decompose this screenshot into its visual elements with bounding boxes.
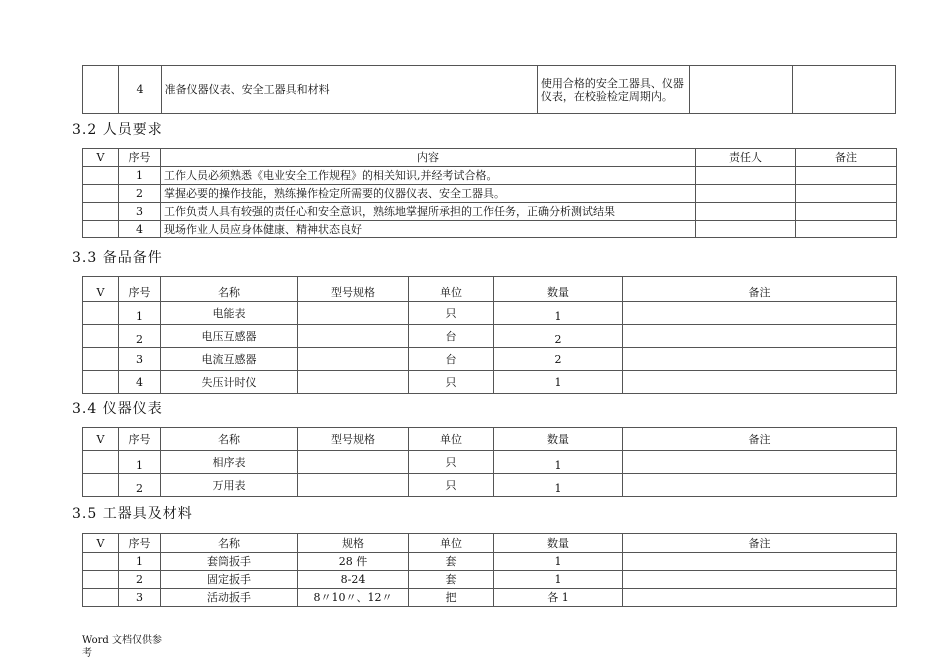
table-row [83, 203, 897, 221]
header-number: 序号 [119, 277, 161, 302]
table-row [83, 325, 897, 348]
section-heading-tools: 3.5 工器具及材料 [72, 506, 193, 522]
header-number: 序号 [119, 149, 161, 167]
header-check: V [83, 149, 119, 167]
row-unit: 台 [409, 348, 494, 371]
row-spec: 8〃10〃、12〃 [298, 589, 409, 607]
row-number: 2 [119, 571, 161, 589]
row-content: 工作负责人具有较强的责任心和安全意识，熟练地掌握所承担的工作任务，正确分析测试结果 [161, 203, 696, 221]
row-name: 电压互感器 [161, 325, 298, 348]
instruments-table [82, 427, 897, 497]
row-quantity: 1 [494, 553, 623, 571]
header-responsible: 责任人 [696, 149, 796, 167]
header-unit: 单位 [409, 428, 494, 451]
header-unit: 单位 [409, 534, 494, 553]
section-heading-spare-parts: 3.3 备品备件 [72, 250, 163, 266]
row-unit: 只 [409, 371, 494, 394]
header-spec: 型号规格 [298, 277, 409, 302]
row-unit: 台 [409, 325, 494, 348]
table-header-row [83, 277, 897, 302]
row-number: 4 [119, 371, 161, 394]
row-unit: 套 [409, 553, 494, 571]
row-spec: 28 件 [298, 553, 409, 571]
row-number: 1 [119, 553, 161, 571]
top-continuation-table [82, 65, 896, 114]
table-row [83, 474, 897, 497]
header-name: 名称 [161, 428, 298, 451]
footer-line: Word 文档仅供参 [82, 635, 162, 646]
row-unit: 只 [409, 451, 494, 474]
row-name: 套筒扳手 [161, 553, 298, 571]
row-quantity: 1 [494, 451, 623, 474]
header-content: 内容 [161, 149, 696, 167]
table-header-row [83, 428, 897, 451]
row-content: 掌握必要的操作技能，熟练操作检定所需要的仪器仪表、安全工器具。 [161, 185, 696, 203]
row-name: 失压计时仪 [161, 371, 298, 394]
row-name: 电流互感器 [161, 348, 298, 371]
row-unit: 只 [409, 302, 494, 325]
table-row [83, 167, 897, 185]
header-remark: 备注 [623, 534, 897, 553]
row-number: 2 [119, 325, 161, 348]
row-note: 使用合格的安全工器具、仪器仪表，在校验检定周期内。 [537, 66, 689, 114]
personnel-table [82, 148, 897, 238]
table-header-row [83, 149, 897, 167]
header-quantity: 数量 [494, 428, 623, 451]
row-number: 3 [119, 589, 161, 607]
row-quantity: 1 [494, 474, 623, 497]
table-row [83, 553, 897, 571]
table-row [83, 302, 897, 325]
remark-cell [793, 66, 896, 114]
check-cell [83, 66, 119, 114]
row-name: 相序表 [161, 451, 298, 474]
table-row [83, 371, 897, 394]
row-number: 2 [119, 474, 161, 497]
header-quantity: 数量 [494, 277, 623, 302]
row-number: 3 [119, 203, 161, 221]
table-row [83, 589, 897, 607]
header-name: 名称 [161, 277, 298, 302]
spare-parts-table [82, 276, 897, 394]
row-spec [298, 348, 409, 371]
row-unit: 套 [409, 571, 494, 589]
row-spec [298, 302, 409, 325]
table-row [83, 221, 897, 238]
header-spec: 规格 [298, 534, 409, 553]
header-check: V [83, 534, 119, 553]
header-number: 序号 [119, 534, 161, 553]
row-unit: 只 [409, 474, 494, 497]
row-quantity: 1 [494, 371, 623, 394]
row-name: 固定扳手 [161, 571, 298, 589]
row-spec [298, 371, 409, 394]
row-quantity: 2 [494, 325, 623, 348]
table-row [83, 451, 897, 474]
row-unit: 把 [409, 589, 494, 607]
row-quantity: 1 [494, 571, 623, 589]
row-spec [298, 325, 409, 348]
row-number: 4 [119, 221, 161, 238]
row-quantity: 各 1 [494, 589, 623, 607]
header-check: V [83, 277, 119, 302]
row-number: 1 [119, 167, 161, 185]
row-quantity: 1 [494, 302, 623, 325]
tools-table [82, 533, 897, 607]
section-heading-personnel: 3.2 人员要求 [72, 122, 163, 138]
header-name: 名称 [161, 534, 298, 553]
table-header-row [83, 534, 897, 553]
header-remark: 备注 [623, 277, 897, 302]
header-quantity: 数量 [494, 534, 623, 553]
header-spec: 型号规格 [298, 428, 409, 451]
responsible-cell [690, 66, 793, 114]
row-spec: 8-24 [298, 571, 409, 589]
header-remark: 备注 [623, 428, 897, 451]
row-spec [298, 451, 409, 474]
header-check: V [83, 428, 119, 451]
row-number: 2 [119, 185, 161, 203]
row-content: 现场作业人员应身体健康、精神状态良好 [161, 221, 696, 238]
row-name: 万用表 [161, 474, 298, 497]
table-row [83, 571, 897, 589]
row-content: 准备仪器仪表、安全工器具和材料 [161, 66, 537, 114]
row-number: 3 [119, 348, 161, 371]
footer-line: 考 [82, 648, 92, 659]
row-spec [298, 474, 409, 497]
row-name: 活动扳手 [161, 589, 298, 607]
header-unit: 单位 [409, 277, 494, 302]
row-number: 1 [119, 302, 161, 325]
row-number: 1 [119, 451, 161, 474]
header-number: 序号 [119, 428, 161, 451]
row-name: 电能表 [161, 302, 298, 325]
header-remark: 备注 [796, 149, 897, 167]
table-row [83, 348, 897, 371]
row-number: 4 [119, 66, 161, 114]
row-quantity: 2 [494, 348, 623, 371]
table-row [83, 185, 897, 203]
footer-note [82, 634, 162, 660]
row-content: 工作人员必须熟悉《电业安全工作规程》的相关知识,并经考试合格。 [161, 167, 696, 185]
section-heading-instruments: 3.4 仪器仪表 [72, 401, 163, 417]
